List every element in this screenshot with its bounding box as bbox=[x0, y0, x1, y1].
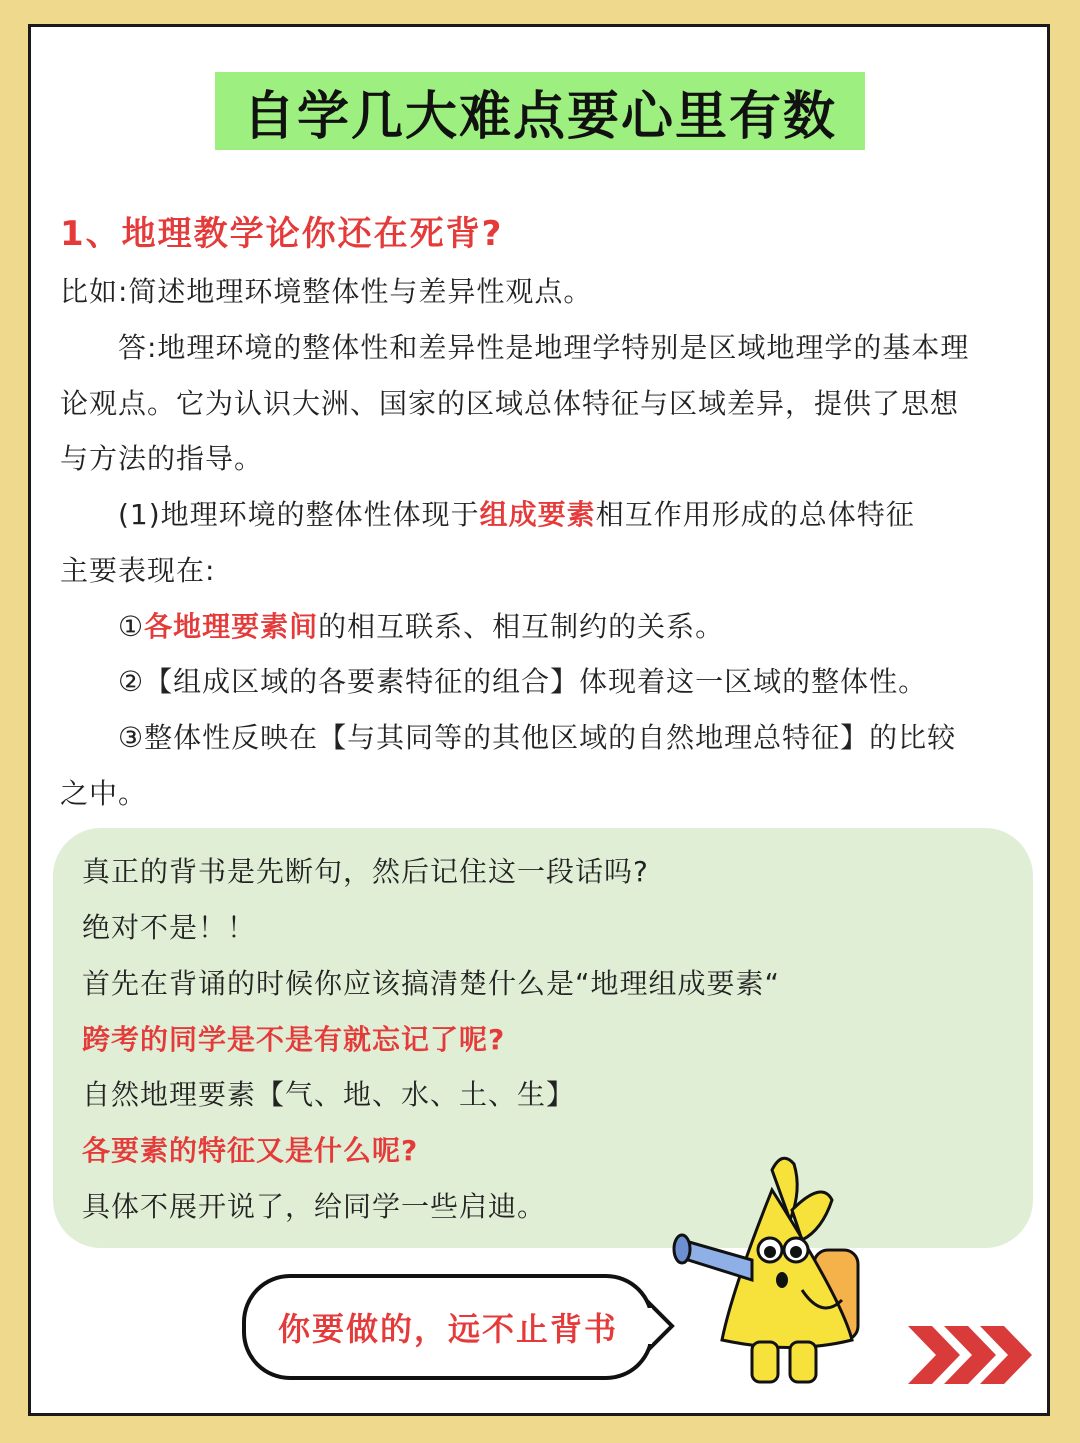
mascot-megaphone-icon bbox=[672, 1150, 872, 1390]
note-line-7: 具体不展开说了，给同学一些启迪。 bbox=[82, 1190, 547, 1223]
item1-suffix: 的相互联系、相互制约的关系。 bbox=[318, 610, 725, 643]
item1-highlight: 各地理要素间 bbox=[144, 610, 319, 643]
title-banner bbox=[215, 72, 865, 150]
answer-line-2: 论观点。它为认识大洲、国家的区域总体特征与区域差异，提供了思想 bbox=[60, 387, 960, 420]
section-heading: 1、地理教学论你还在死背? bbox=[60, 214, 504, 254]
point1-highlight: 组成要素 bbox=[479, 498, 596, 531]
item3-line-1: ③整体性反映在【与其同等的其他区域的自然地理总特征】的比较 bbox=[118, 721, 957, 754]
point1-suffix: 相互作用形成的总体特征 bbox=[595, 498, 915, 531]
page-title: 自学几大难点要心里有数 bbox=[242, 86, 837, 147]
answer-line-1: 答:地理环境的整体性和差异性是地理学特别是区域地理学的基本理 bbox=[118, 331, 970, 364]
note-line-6: 各要素的特征又是什么呢? bbox=[82, 1134, 419, 1167]
bubble-text: 你要做的，远不止背书 bbox=[277, 1310, 618, 1348]
note-line-1: 真正的背书是先断句，然后记住这一段话吗? bbox=[82, 855, 649, 888]
triple-chevron-right-icon bbox=[904, 1320, 1036, 1390]
point1-line bbox=[118, 493, 915, 533]
item1-line bbox=[118, 605, 724, 645]
point1-line-2: 主要表现在: bbox=[60, 554, 216, 587]
item1-prefix: ① bbox=[118, 610, 145, 643]
point1-prefix: (1)地理环境的整体性体现于 bbox=[118, 498, 480, 531]
note-line-4: 跨考的同学是不是有就忘记了呢? bbox=[82, 1023, 506, 1056]
note-line-5: 自然地理要素【气、地、水、土、生】 bbox=[82, 1078, 576, 1111]
item3-line-2: 之中。 bbox=[60, 777, 148, 810]
note-line-3: 首先在背诵的时候你应该搞清楚什么是“地理组成要素“ bbox=[82, 967, 781, 1000]
question-line: 比如:简述地理环境整体性与差异性观点。 bbox=[60, 275, 593, 308]
note-line-2: 绝对不是！！ bbox=[82, 911, 257, 944]
answer-line-3: 与方法的指导。 bbox=[60, 442, 264, 475]
speech-bubble bbox=[242, 1274, 654, 1380]
item2-line: ②【组成区域的各要素特征的组合】体现着这一区域的整体性。 bbox=[118, 665, 928, 698]
